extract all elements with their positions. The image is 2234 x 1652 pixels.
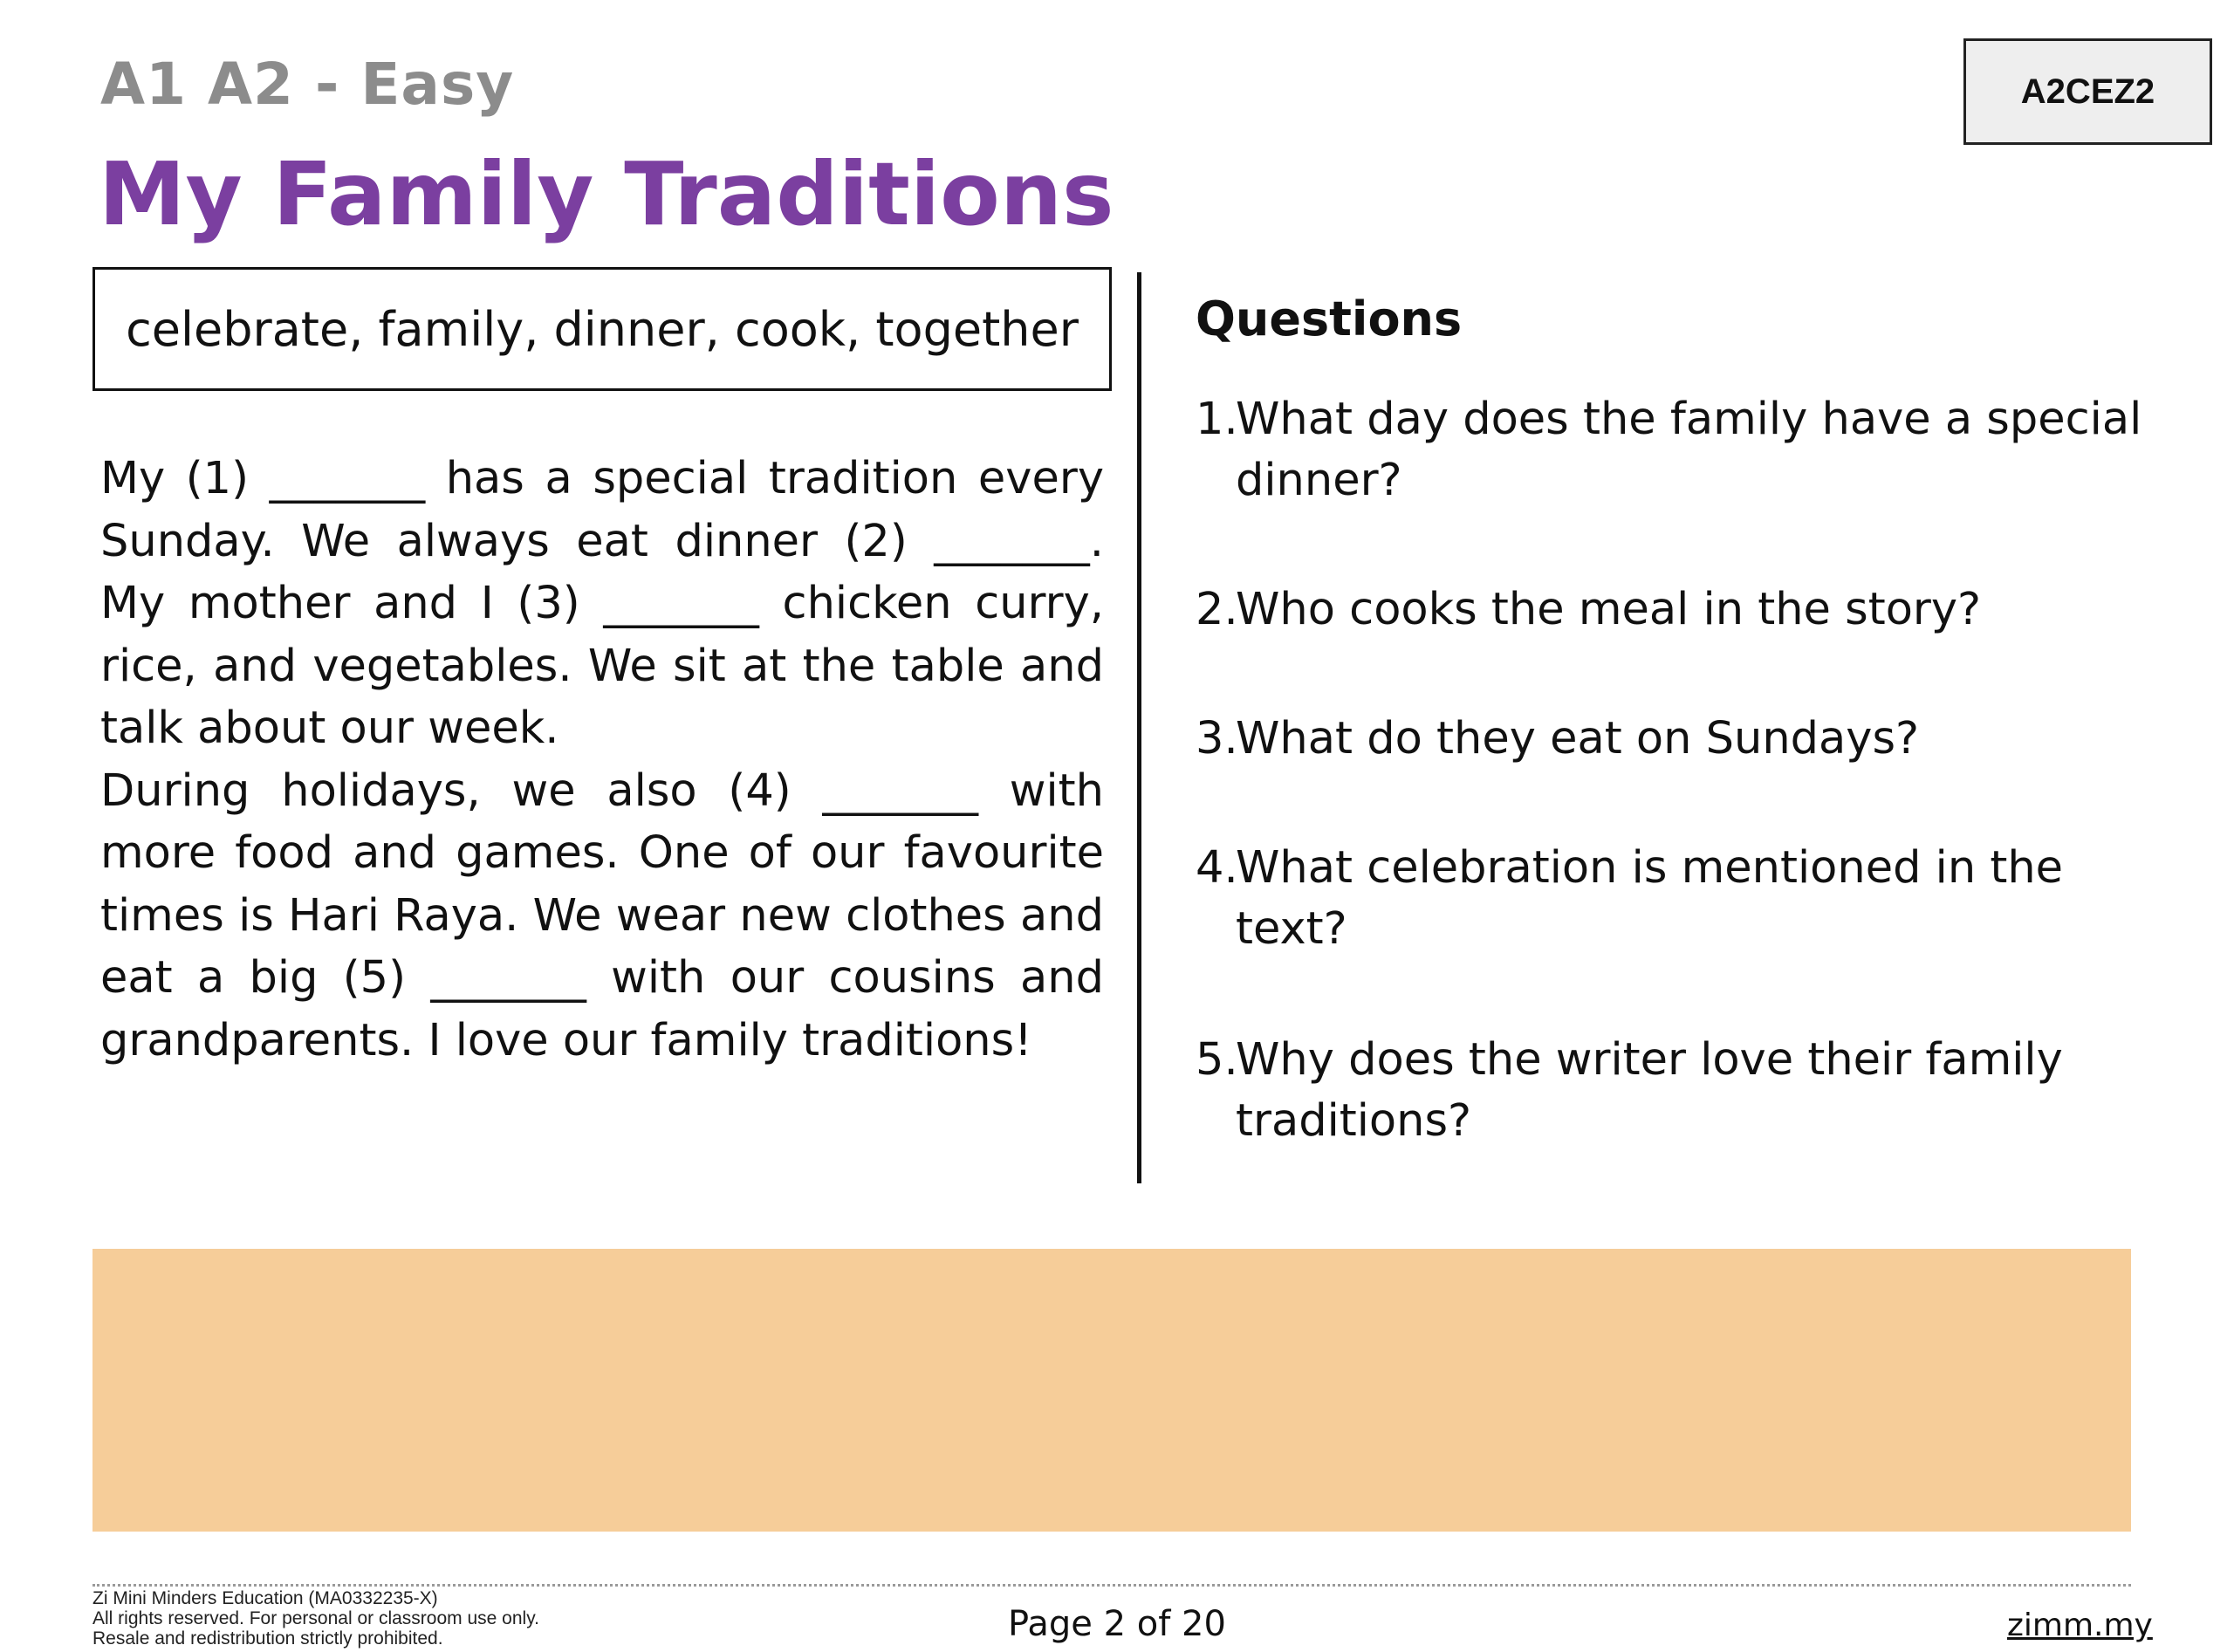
worksheet-code-badge: A2CEZ2 (1963, 38, 2212, 145)
footer-divider (93, 1584, 2131, 1587)
questions-heading: Questions (1196, 291, 1463, 346)
question-number: 5. (1196, 1034, 1238, 1086)
page-number: Page 2 of 20 (1008, 1604, 1226, 1644)
answer-area (93, 1249, 2131, 1532)
question-text: Who cooks the meal in the story? (1236, 584, 1982, 635)
question-item (1196, 709, 2173, 770)
question-item (1196, 1030, 2173, 1152)
footer-resale: Resale and redistribution strictly prohibited. (93, 1628, 443, 1649)
reading-passage (100, 448, 1104, 1072)
footer-company: Zi Mini Minders Education (MA0332235-X) (93, 1588, 438, 1608)
question-number: 3. (1196, 713, 1238, 764)
word-bank-words: celebrate, family, dinner, cook, together (126, 301, 1079, 357)
website-link[interactable]: zimm.my (2007, 1607, 2153, 1643)
level-label: A1 A2 - Easy (100, 51, 515, 118)
page-title: My Family Traditions (99, 143, 1114, 245)
question-text: What celebration is mentioned in the text? (1236, 842, 2064, 955)
question-item (1196, 389, 2173, 511)
question-number: 1. (1196, 394, 1238, 445)
footer-copyright (93, 1588, 539, 1649)
passage-paragraph-1: My (1) _______ has a special tradition every Sunday. We always eat dinner (2) _______. My mother and I (3) _______ chicken curry, rice, and vegetables. We sit at the table and talk about our week. (100, 453, 1104, 754)
question-text: What day does the family have a special dinner? (1236, 394, 2142, 506)
question-text: Why does the writer love their family traditions? (1236, 1034, 2063, 1147)
word-bank (93, 267, 1112, 391)
question-text: What do they eat on Sundays? (1236, 713, 1920, 764)
question-item (1196, 579, 2173, 641)
column-divider (1137, 272, 1141, 1183)
footer-rights: All rights reserved. For personal or classroom use only. (93, 1608, 539, 1628)
passage-paragraph-2: During holidays, we also (4) _______ with more food and games. One of our favourite times is Hari Raya. We wear new clothes and eat a big (5) _______ with our cousins and grandparents. I love our family traditions! (100, 764, 1104, 1066)
question-number: 4. (1196, 842, 1238, 894)
question-number: 2. (1196, 584, 1238, 635)
question-item (1196, 838, 2173, 960)
